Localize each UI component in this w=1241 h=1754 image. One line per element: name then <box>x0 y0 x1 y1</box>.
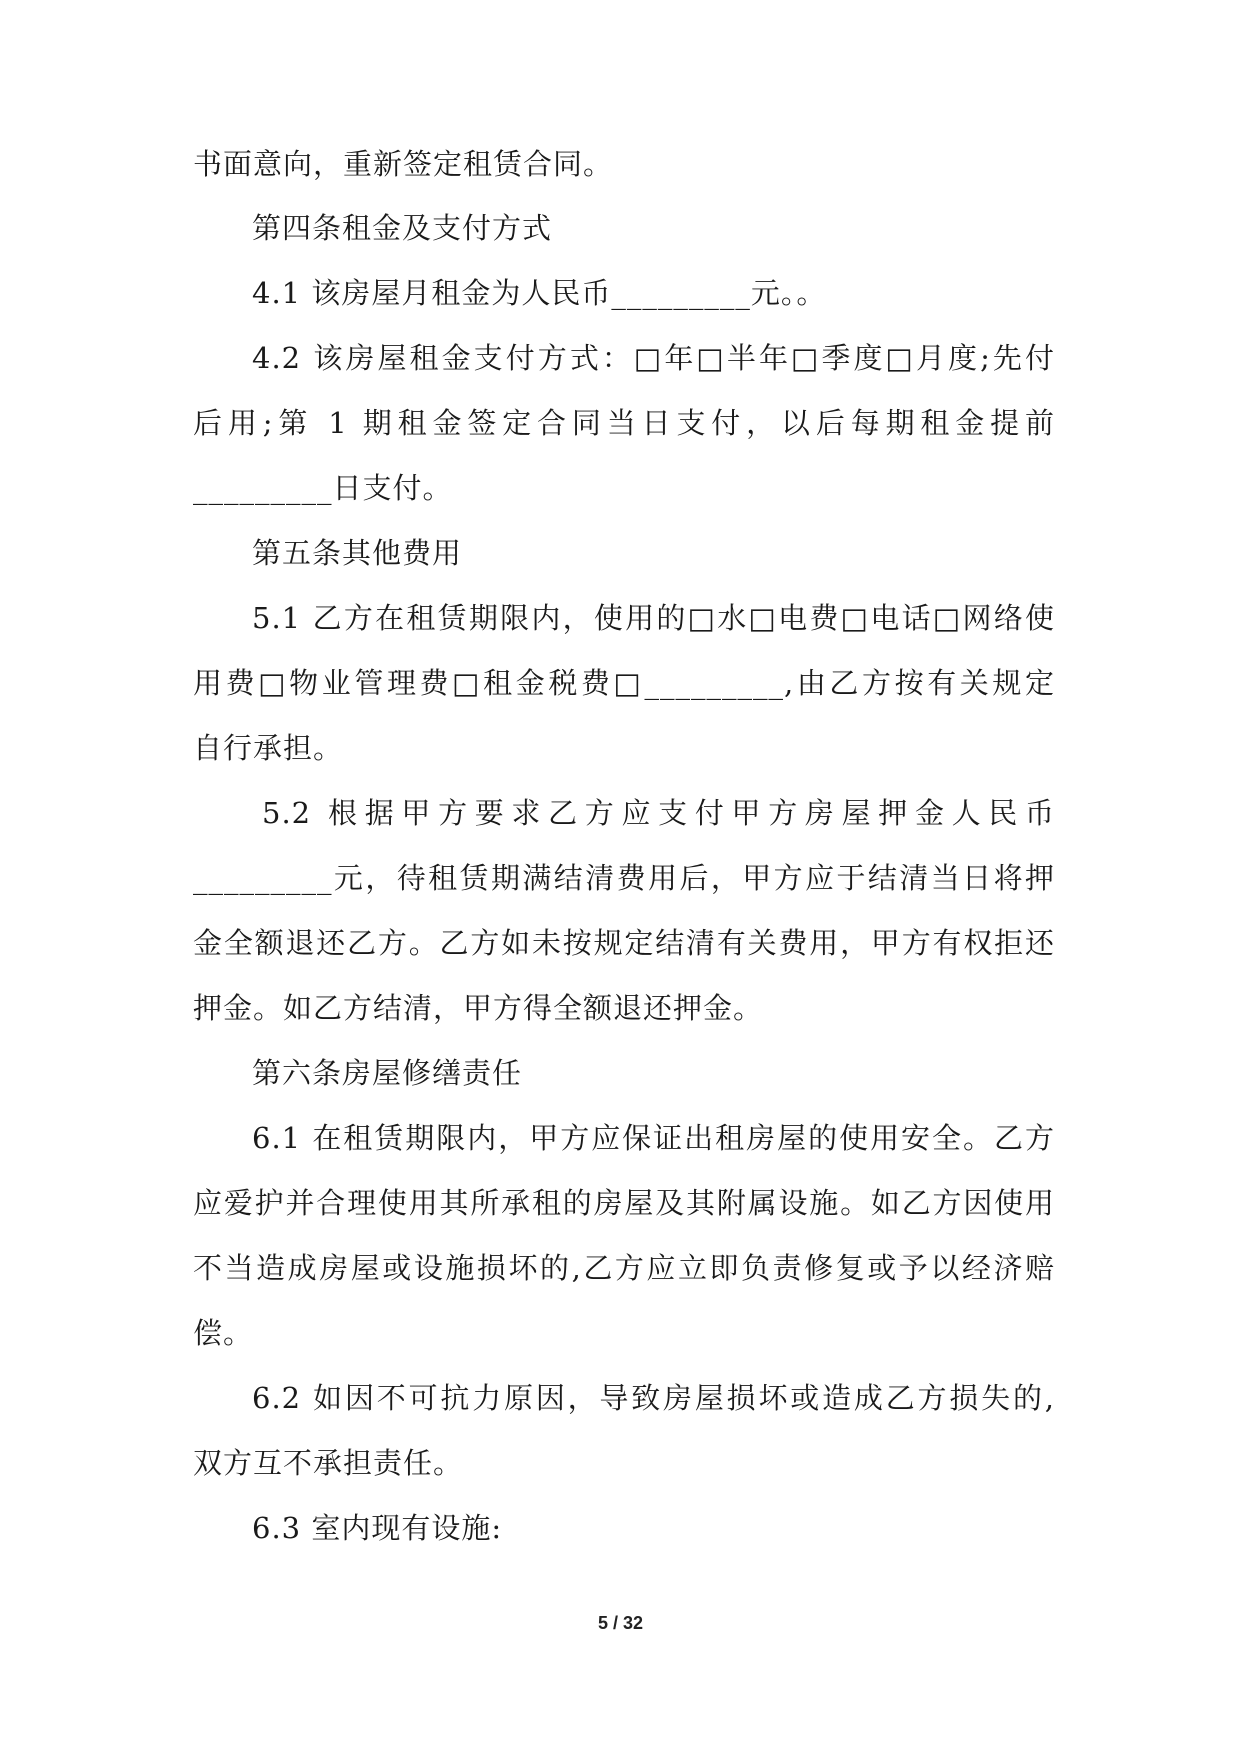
text-line: _________日支付。 <box>193 471 453 505</box>
text-line: 4.1 该房屋月租金为人民币_________元。。 <box>252 276 827 310</box>
text-line: 双方互不承担责任。 <box>193 1446 464 1480</box>
text-line: 后用;第 1 期租金签定合同当日支付，以后每期租金提前 <box>193 406 1055 440</box>
text-line: 押金。如乙方结清，甲方得全额退还押金。 <box>193 991 764 1025</box>
text-line: 5.2 根据甲方要求乙方应支付甲方房屋押金人民币 <box>262 796 1055 830</box>
text-line: 6.2 如因不可抗力原因，导致房屋损坏或造成乙方损失的, <box>252 1381 1055 1415</box>
text-line: 自行承担。 <box>193 731 344 765</box>
text-line: 应爱护并合理使用其所承租的房屋及其附属设施。如乙方因使用 <box>193 1186 1055 1220</box>
text-line: 偿。 <box>193 1316 254 1350</box>
text-line: 金全额退还乙方。乙方如未按规定结清有关费用，甲方有权拒还 <box>193 926 1055 960</box>
text-line: 不当造成房屋或设施损坏的,乙方应立即负责修复或予以经济赔 <box>193 1251 1055 1285</box>
text-line: 6.1 在租赁期限内，甲方应保证出租房屋的使用安全。乙方 <box>252 1121 1055 1155</box>
text-line: 第六条房屋修缮责任 <box>252 1056 523 1090</box>
text-line: 5.1 乙方在租赁期限内，使用的□水□电费□电话□网络使 <box>252 601 1055 635</box>
text-line: 用费□物业管理费□租金税费□_________,由乙方按有关规定 <box>193 666 1055 700</box>
text-line: _________元，待租赁期满结清费用后，甲方应于结清当日将押 <box>193 861 1055 895</box>
text-line: 6.3 室内现有设施: <box>252 1511 503 1545</box>
text-line: 第五条其他费用 <box>252 536 463 570</box>
text-line: 书面意向，重新签定租赁合同。 <box>193 147 614 181</box>
text-line: 第四条租金及支付方式 <box>252 211 553 245</box>
page-number: 5 / 32 <box>597 1613 644 1633</box>
text-line: 4.2 该房屋租金支付方式：□年□半年□季度□月度;先付 <box>252 341 1055 375</box>
